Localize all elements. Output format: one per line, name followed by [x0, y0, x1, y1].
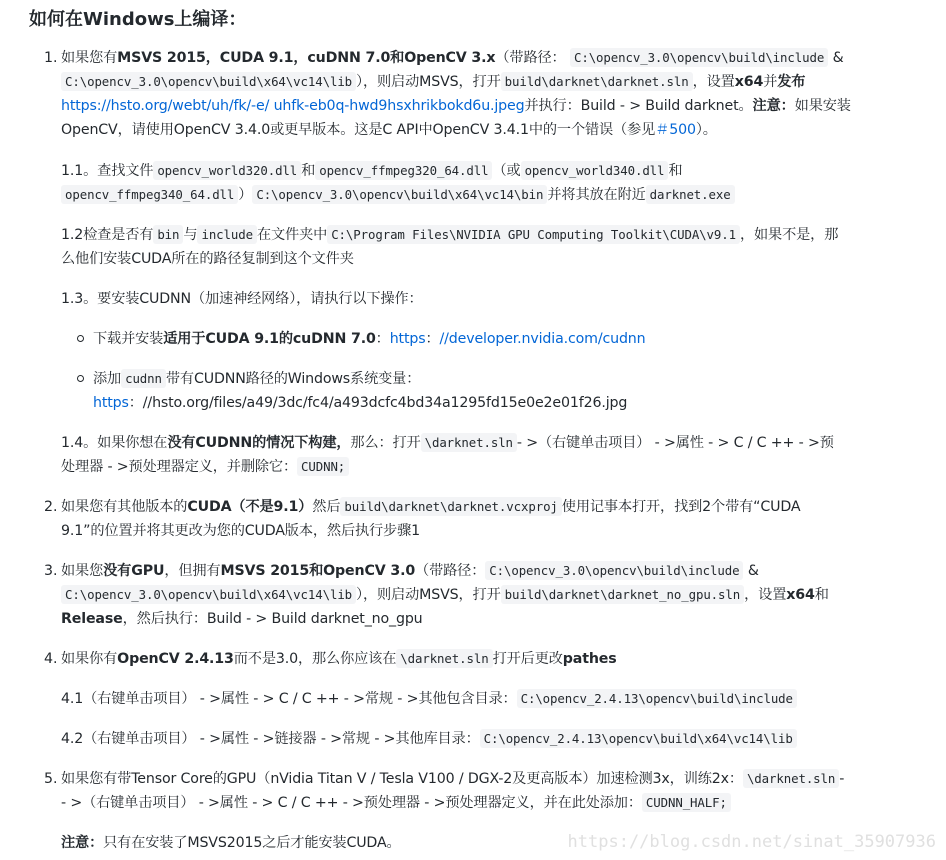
- sub-1-1-line1: 1.1。查找文件 opencv_world320.dll 和 opencv_ffmpeg320_64.dll （或 opencv_world340.dll 和: [61, 163, 683, 179]
- item3-line2: C:\opencv_3.0\opencv\build\x64\vc14\lib ），则启动MSVS，打开 build\darknet\darknet_no_gpu.sln ，设置x64和: [61, 583, 829, 607]
- sub-1-1-line2: opencv_ffmpeg340_64.dll ） C:\opencv_3.0\opencv\build\x64\vc14\bin 并将其放在附近 darknet.exe: [61, 183, 735, 207]
- sub-1-4-line2: 处理器 - >预处理器定义，并删除它： CUDNN;: [61, 455, 349, 479]
- code-darknet-sln: build\darknet\darknet.sln: [501, 72, 693, 91]
- list-number-3: 3.: [44, 563, 58, 579]
- sub-1-3-bullet2-line1: 添加 cudnn 带有CUDNN路径的Windows系统变量：: [93, 371, 421, 387]
- item4-line1: 如果你有OpenCV 2.4.13而不是3.0，那么你应该在 \darknet.sln 打开后更改pathes: [61, 651, 617, 667]
- item5-line1: 如果您有带Tensor Core的GPU（nVidia Titan V / Tesla V100 / DGX-2及更高版本）加速检测3x，训练2x： \darknet.sln -: [61, 771, 845, 787]
- sub-1-3-bullet2-line2: https：//hsto.org/files/a49/3dc/fc4/a493dcfc4bd34a1295fd15e0e2e01f26.jpg: [93, 395, 628, 411]
- list-number-5: 5.: [44, 771, 58, 787]
- code-opencv-ffmpeg340: opencv_ffmpeg340_64.dll: [61, 185, 238, 204]
- sub-1-3-heading: 1.3。要安装CUDNN（加速神经网络），请执行以下操作：: [61, 291, 423, 307]
- code-opencv2-include: C:\opencv_2.4.13\opencv\build\include: [517, 689, 797, 708]
- issue-500-link[interactable]: ＃500: [655, 122, 696, 138]
- code-include: include: [197, 225, 257, 244]
- item5-line2: - >（右键单击项目） - >属性 - > C / C ++ - >预处理器 - >预处理器定义，并在此处添加： CUDNN_HALF;: [61, 791, 731, 815]
- item2-line1: 如果您有其他版本的CUDA（不是9.1）然后 build\darknet\darknet.vcxproj 使用记事本打开，找到2个带有“CUDA: [61, 499, 801, 515]
- code-darknet-no-gpu-sln: build\darknet\darknet_no_gpu.sln: [501, 585, 745, 604]
- sub-1-2-line1: 1.2检查是否有 bin 与 include 在文件夹中 C:\Program Files\NVIDIA GPU Computing Toolkit\CUDA\v9.1 ，如果不是，那: [61, 227, 839, 243]
- code-cuda-path: C:\Program Files\NVIDIA GPU Computing Toolkit\CUDA\v9.1: [327, 225, 740, 244]
- item3-line3: Release，然后执行：Build - > Build darknet_no_gpu: [61, 611, 423, 627]
- code-opencv-include: C:\opencv_3.0\opencv\build\include: [485, 561, 743, 580]
- code-bin: bin: [153, 225, 183, 244]
- list-number-2: 2.: [44, 499, 58, 515]
- list-number-1: 1.: [44, 50, 58, 66]
- cudnn-https-link[interactable]: https: [389, 331, 426, 347]
- code-darknet-sln: \darknet.sln: [421, 433, 517, 452]
- item1-line3: https://hsto.org/webt/uh/fk/-e/ uhfk-eb0q-hwd9hsxhrikbokd6u.jpeg并执行：Build - > Build darknet。注意：如果安装: [61, 98, 851, 114]
- sub-4-2: 4.2（右键单击项目） - >属性 - >链接器 - >常规 - >其他库目录： C:\opencv_2.4.13\opencv\build\x64\vc14\lib: [61, 727, 797, 751]
- code-opencv-lib: C:\opencv_3.0\opencv\build\x64\vc14\lib: [61, 585, 356, 604]
- item1-line4: OpenCV，请使用OpenCV 3.4.0或更早版本。这是C API中OpenCV 3.4.1中的一个错误（参见＃500）。: [61, 122, 717, 138]
- final-note: 注意：只有在安装了MSVS2015之后才能安装CUDA。: [61, 835, 401, 851]
- code-opencv-lib: C:\opencv_3.0\opencv\build\x64\vc14\lib: [61, 72, 356, 91]
- list-number-4: 4.: [44, 651, 58, 667]
- cudnn-download-link[interactable]: //developer.nvidia.com/cudnn: [439, 331, 646, 347]
- sub-1-3-bullet1: 下载并安装适用于CUDA 9.1的cuDNN 7.0：https：//developer.nvidia.com/cudnn: [93, 331, 646, 347]
- env-var-https-link[interactable]: https: [93, 395, 129, 411]
- page-title: 如何在Windows上编译：: [29, 9, 247, 30]
- sub-1-4-line1: 1.4。如果你想在没有CUDNN的情况下构建，那么：打开 \darknet.sln - >（右键单击项目） - >属性 - > C / C ++ - >预: [61, 435, 834, 451]
- code-vcxproj: build\darknet\darknet.vcxproj: [340, 497, 561, 516]
- code-cudnn-define: CUDNN;: [297, 457, 349, 476]
- csdn-watermark: https://blog.csdn.net/sinat_35907936: [567, 832, 936, 852]
- bullet-circle: [77, 335, 84, 342]
- code-darknet-sln: \darknet.sln: [743, 769, 839, 788]
- item3-line1: 如果您没有GPU，但拥有MSVS 2015和OpenCV 3.0（带路径： C:\opencv_3.0\opencv\build\include &: [61, 563, 759, 579]
- item1-line1: 如果您有MSVS 2015，CUDA 9.1，cuDNN 7.0和OpenCV 3.x（带路径： C:\opencv_3.0\opencv\build\include &: [61, 50, 844, 66]
- code-opencv-include: C:\opencv_3.0\opencv\build\include: [570, 48, 828, 67]
- sub-4-1: 4.1（右键单击项目） - >属性 - > C / C ++ - >常规 - >其他包含目录： C:\opencv_2.4.13\opencv\build\include: [61, 687, 797, 711]
- code-cudnn-half: CUDNN_HALF;: [642, 793, 731, 812]
- code-opencv2-lib: C:\opencv_2.4.13\opencv\build\x64\vc14\lib: [480, 729, 797, 748]
- code-opencv-bin: C:\opencv_3.0\opencv\build\x64\vc14\bin: [252, 185, 547, 204]
- code-opencv-world340: opencv_world340.dll: [521, 161, 669, 180]
- code-darknet-exe: darknet.exe: [646, 185, 735, 204]
- screenshot-link[interactable]: https://hsto.org/webt/uh/fk/-e/ uhfk-eb0q-hwd9hsxhrikbokd6u.jpeg: [61, 98, 525, 114]
- code-cudnn: cudnn: [121, 369, 166, 388]
- item1-line2: C:\opencv_3.0\opencv\build\x64\vc14\lib ），则启动MSVS，打开 build\darknet\darknet.sln ，设置x64并发布: [61, 70, 805, 94]
- sub-1-2-line2: 么他们安装CUDA所在的路径复制到这个文件夹: [61, 251, 354, 267]
- code-darknet-sln: \darknet.sln: [396, 649, 492, 668]
- code-opencv-world320: opencv_world320.dll: [153, 161, 301, 180]
- bullet-circle: [77, 375, 84, 382]
- item2-line2: 9.1”的位置并将其更改为您的CUDA版本，然后执行步骤1: [61, 523, 421, 539]
- code-opencv-ffmpeg320: opencv_ffmpeg320_64.dll: [315, 161, 492, 180]
